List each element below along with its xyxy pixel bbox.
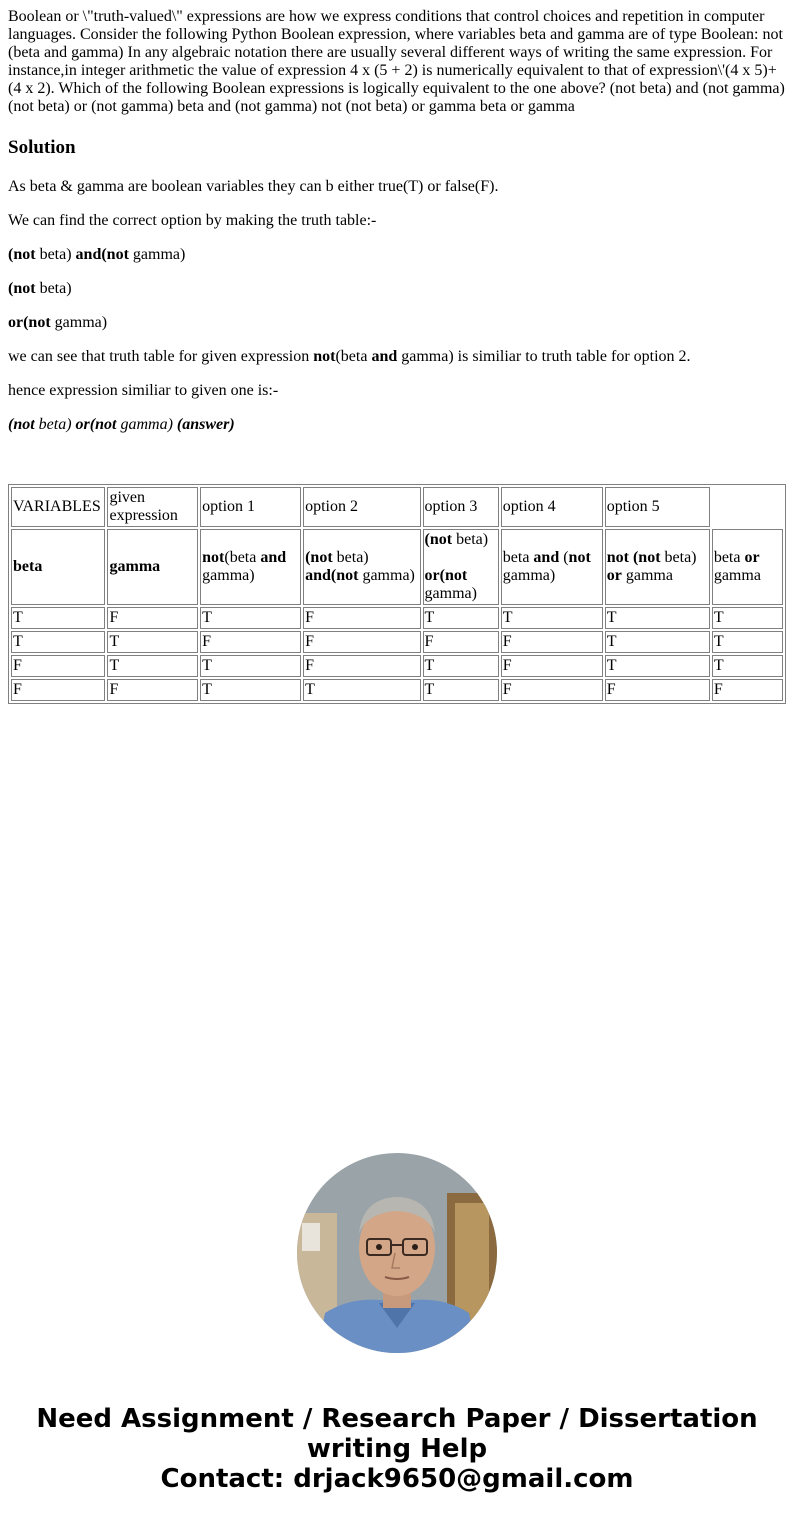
comparison-paragraph: we can see that truth table for given expression not(beta and gamma) is similiar to truth table for option 2. [8, 348, 691, 365]
table-cell: F [200, 631, 301, 653]
table-cell: F [107, 679, 198, 701]
header-option-2: option 2 [303, 487, 420, 527]
table-cell: F [303, 655, 420, 677]
document [8, 8, 786, 704]
table-cell: T [423, 655, 499, 677]
header-variables: VARIABLES [11, 487, 105, 527]
expression-line-2: (not beta) [8, 280, 72, 297]
col-option-1: (not beta) and(not gamma) [303, 529, 420, 605]
truth-table [8, 484, 786, 704]
answer-line: (not beta) or(not gamma) (answer) [8, 416, 235, 433]
table-cell: F [712, 679, 783, 701]
col-beta: beta [11, 529, 105, 605]
avatar [297, 1153, 497, 1353]
expression-line-1: (not beta) and(not gamma) [8, 246, 186, 263]
table-cell: T [303, 679, 420, 701]
avatar-portrait [297, 1153, 497, 1353]
expression-line-3: or(not gamma) [8, 314, 108, 331]
promo-line-2: writing Help [306, 1434, 488, 1464]
col-option-3: beta and (not gamma) [501, 529, 603, 605]
col-option-5: beta or gamma [712, 529, 783, 605]
table-row [11, 631, 783, 653]
table-cell: T [712, 607, 783, 629]
promo-contact: Contact: drjack9650@gmail.com [160, 1464, 634, 1494]
table-cell: F [303, 631, 420, 653]
table-expression-row [11, 529, 783, 605]
table-cell: T [712, 631, 783, 653]
table-row [11, 655, 783, 677]
table-row [11, 679, 783, 701]
truth-table-intro: We can find the correct option by making the truth table:- [8, 212, 377, 229]
promo-banner [0, 1404, 794, 1494]
table-header-row [11, 487, 783, 527]
table-cell: T [605, 631, 710, 653]
table-row [11, 607, 783, 629]
table-cell: F [501, 679, 603, 701]
col-option-4: not (not beta) or gamma [605, 529, 710, 605]
table-cell: T [605, 655, 710, 677]
table-cell: T [200, 607, 301, 629]
col-gamma: gamma [107, 529, 198, 605]
table-cell: T [200, 655, 301, 677]
header-empty-cell [712, 487, 783, 527]
conclusion-paragraph: hence expression similiar to given one is:- [8, 382, 279, 399]
table-cell: F [11, 655, 105, 677]
table-cell: T [107, 655, 198, 677]
table-cell: F [303, 607, 420, 629]
header-given-expression: given expression [107, 487, 198, 527]
table-cell: T [423, 679, 499, 701]
promo-line-1: Need Assignment / Research Paper / Dissertation [36, 1404, 758, 1434]
table-cell: T [11, 631, 105, 653]
table-cell: F [423, 631, 499, 653]
solution-heading: Solution [8, 137, 76, 158]
intro-paragraph: As beta & gamma are boolean variables they can b either true(T) or false(F). [8, 178, 499, 195]
table-cell: T [501, 607, 603, 629]
table-cell: F [107, 607, 198, 629]
header-option-1: option 1 [200, 487, 301, 527]
table-cell: F [501, 655, 603, 677]
header-option-3: option 3 [423, 487, 499, 527]
spacer [8, 450, 786, 484]
table-cell: T [605, 607, 710, 629]
header-option-5: option 5 [605, 487, 710, 527]
table-cell: F [501, 631, 603, 653]
table-cell: T [712, 655, 783, 677]
question-text: Boolean or \"truth-valued\" expressions are how we express conditions that control choices and repetition in computer languages. Consider the following Python Boolean expression, where variables beta and gamma are of type Boolean: not (beta and gamma) In any algebraic notation there are usually several different ways of writing the same expression. For instance,in integer arithmetic the value of expression 4 x (5 + 2) is numerically equivalent to that of expression\'(4 x 5)+(4 x 2). Which of the following Boolean expressions is logically equivalent to the one above? (not beta) and (not gamma) (not beta) or (not gamma) beta and (not gamma) not (not beta) or gamma beta or gamma [8, 8, 785, 115]
table-cell: T [423, 607, 499, 629]
col-given-expression: not(beta and gamma) [200, 529, 301, 605]
table-cell: T [200, 679, 301, 701]
header-option-4: option 4 [501, 487, 603, 527]
col-option-2: (not beta) or(not gamma) [423, 529, 499, 605]
table-cell: T [107, 631, 198, 653]
table-cell: F [11, 679, 105, 701]
table-cell: F [605, 679, 710, 701]
table-cell: T [11, 607, 105, 629]
